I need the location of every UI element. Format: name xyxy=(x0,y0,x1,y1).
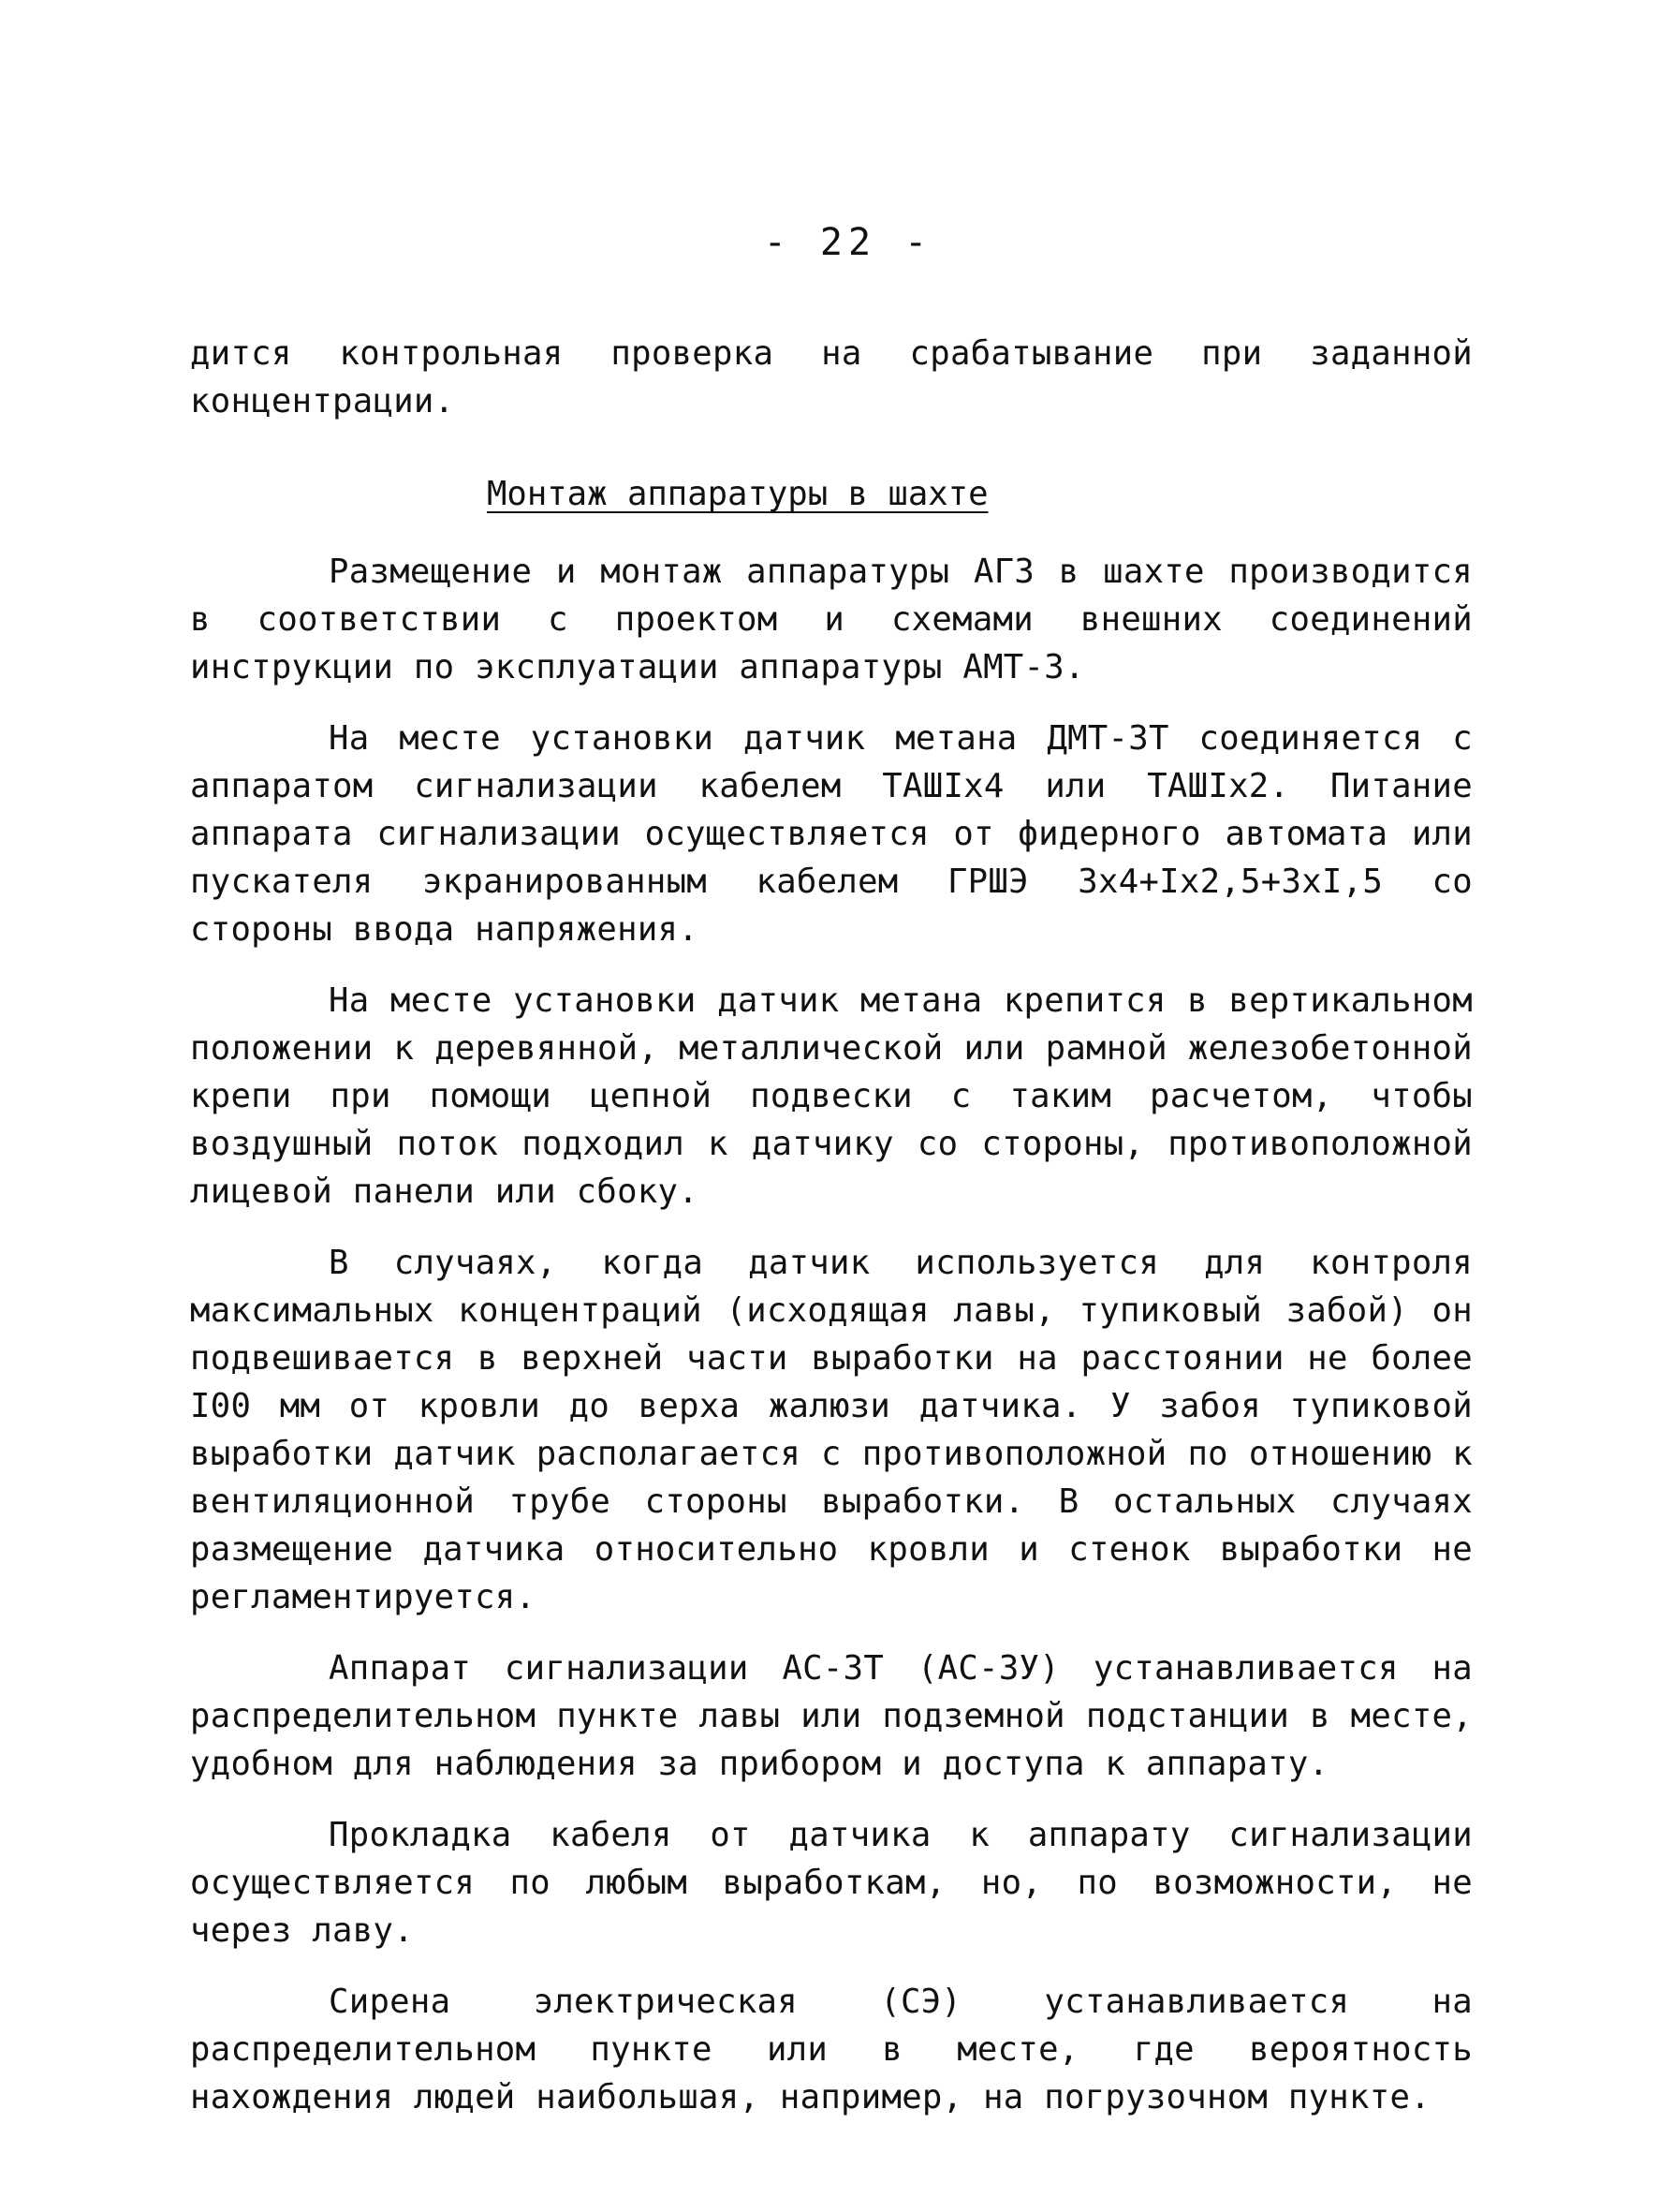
paragraph-sensor-mounting: На месте установки датчик метана крепится в вертикальном положении к деревянной, металлической или рамной железобетонной крепи при помощи цепной подвески с таким расчетом, чтобы воздушный поток подходил к датчику со стороны, противоположной лицевой панели или сбоку. xyxy=(190,981,1473,1211)
body-text-block xyxy=(190,548,1473,2121)
page-number: - 22 - xyxy=(763,221,933,264)
intro-text-block xyxy=(190,330,1473,425)
paragraph-max-concentration: В случаях, когда датчик используется для контроля максимальных концентраций (исходящая лавы, тупиковый забой) он подвешивается в верхней части выработки на расстоянии не более I00 мм от кровли до верха жалюзи датчика. У забоя тупиковой выработки датчик располагается с противоположной по отношению к вентиляционной трубе стороны выработки. В остальных случаях размещение датчика относительно кровли и стенок выработки не регламентируется. xyxy=(190,1244,1473,1616)
paragraph-placement: Размещение и монтаж аппаратуры АГЗ в шахте производится в соответствии с проектом и схемами внешних соединений инструкции по эксплуатации аппаратуры АМТ-3. xyxy=(190,553,1473,686)
paragraph-siren: Сирена электрическая (СЭ) устанавливается на распределительном пункте или в месте, где вероятность нахождения людей наибольшая, например, на погрузочном пункте. xyxy=(190,1983,1473,2116)
intro-paragraph: дится контрольная проверка на срабатывание при заданной концентрации. xyxy=(190,334,1473,420)
paragraph-signal-apparatus: Аппарат сигнализации АС-3Т (АС-3У) устанавливается на распределительном пункте лавы или подземной подстанции в месте, удобном для наблюдения за прибором и доступа к аппарату. xyxy=(190,1649,1473,1783)
paragraph-connection: На месте установки датчик метана ДМТ-3Т соединяется с аппаратом сигнализации кабелем ТАШIx4 или ТАШIx2. Питание аппарата сигнализации осуществляется от фидерного автомата или пускателя экранированным кабелем ГРШЭ 3x4+Ix2,5+3xI,5 со стороны ввода напряжения. xyxy=(190,719,1473,949)
section-heading: Монтаж аппаратуры в шахте xyxy=(487,475,989,513)
paragraph-cable-laying: Прокладка кабеля от датчика к аппарату сигнализации осуществляется по любым выработкам, но, по возможности, не через лаву. xyxy=(190,1816,1473,1950)
